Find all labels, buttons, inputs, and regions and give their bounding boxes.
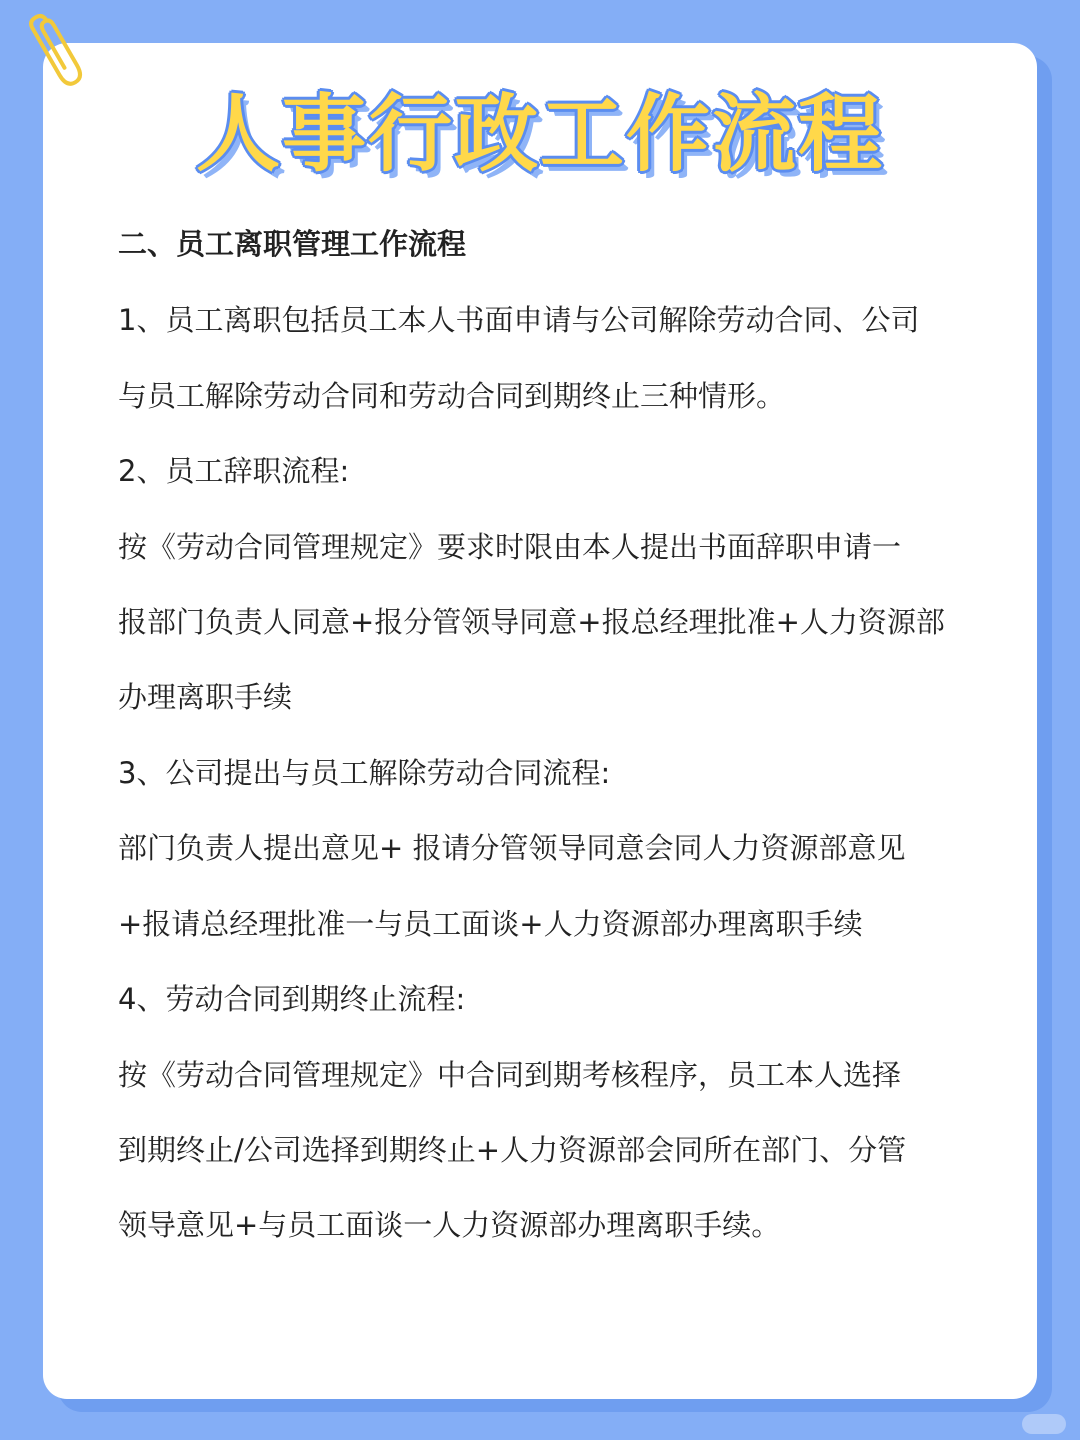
- text-line: 领导意见+与员工面谈一人力资源部办理离职手续。: [118, 1208, 781, 1242]
- page-title: 人事行政工作流程: [195, 85, 884, 183]
- text-line: 部门负责人提出意见+ 报请分管领导同意会同人力资源部意见: [118, 831, 906, 865]
- text-line: 2、员工辞职流程:: [118, 454, 350, 488]
- text-line: 按《劳动合同管理规定》中合同到期考核程序，员工本人选择: [118, 1058, 902, 1092]
- text-line: 3、公司提出与员工解除劳动合同流程:: [118, 756, 611, 790]
- text-line: 到期终止/公司选择到期终止+人力资源部会同所在部门、分管: [118, 1133, 907, 1167]
- watermark-badge: [1022, 1414, 1066, 1434]
- text-line: 1、员工离职包括员工本人书面申请与公司解除劳动合同、公司: [118, 303, 920, 337]
- text-line: 4、劳动合同到期终止流程:: [118, 982, 466, 1016]
- text-line: 与员工解除劳动合同和劳动合同到期终止三种情形。: [118, 379, 786, 413]
- text-line: 按《劳动合同管理规定》要求时限由本人提出书面辞职申请一: [118, 530, 902, 564]
- section-heading: 二、员工离职管理工作流程: [118, 227, 467, 261]
- text-line: +报请总经理批准一与员工面谈+人力资源部办理离职手续: [118, 907, 863, 941]
- text-line: 报部门负责人同意+报分管领导同意+报总经理批准+人力资源部: [118, 605, 945, 639]
- text-line: 办理离职手续: [118, 680, 293, 714]
